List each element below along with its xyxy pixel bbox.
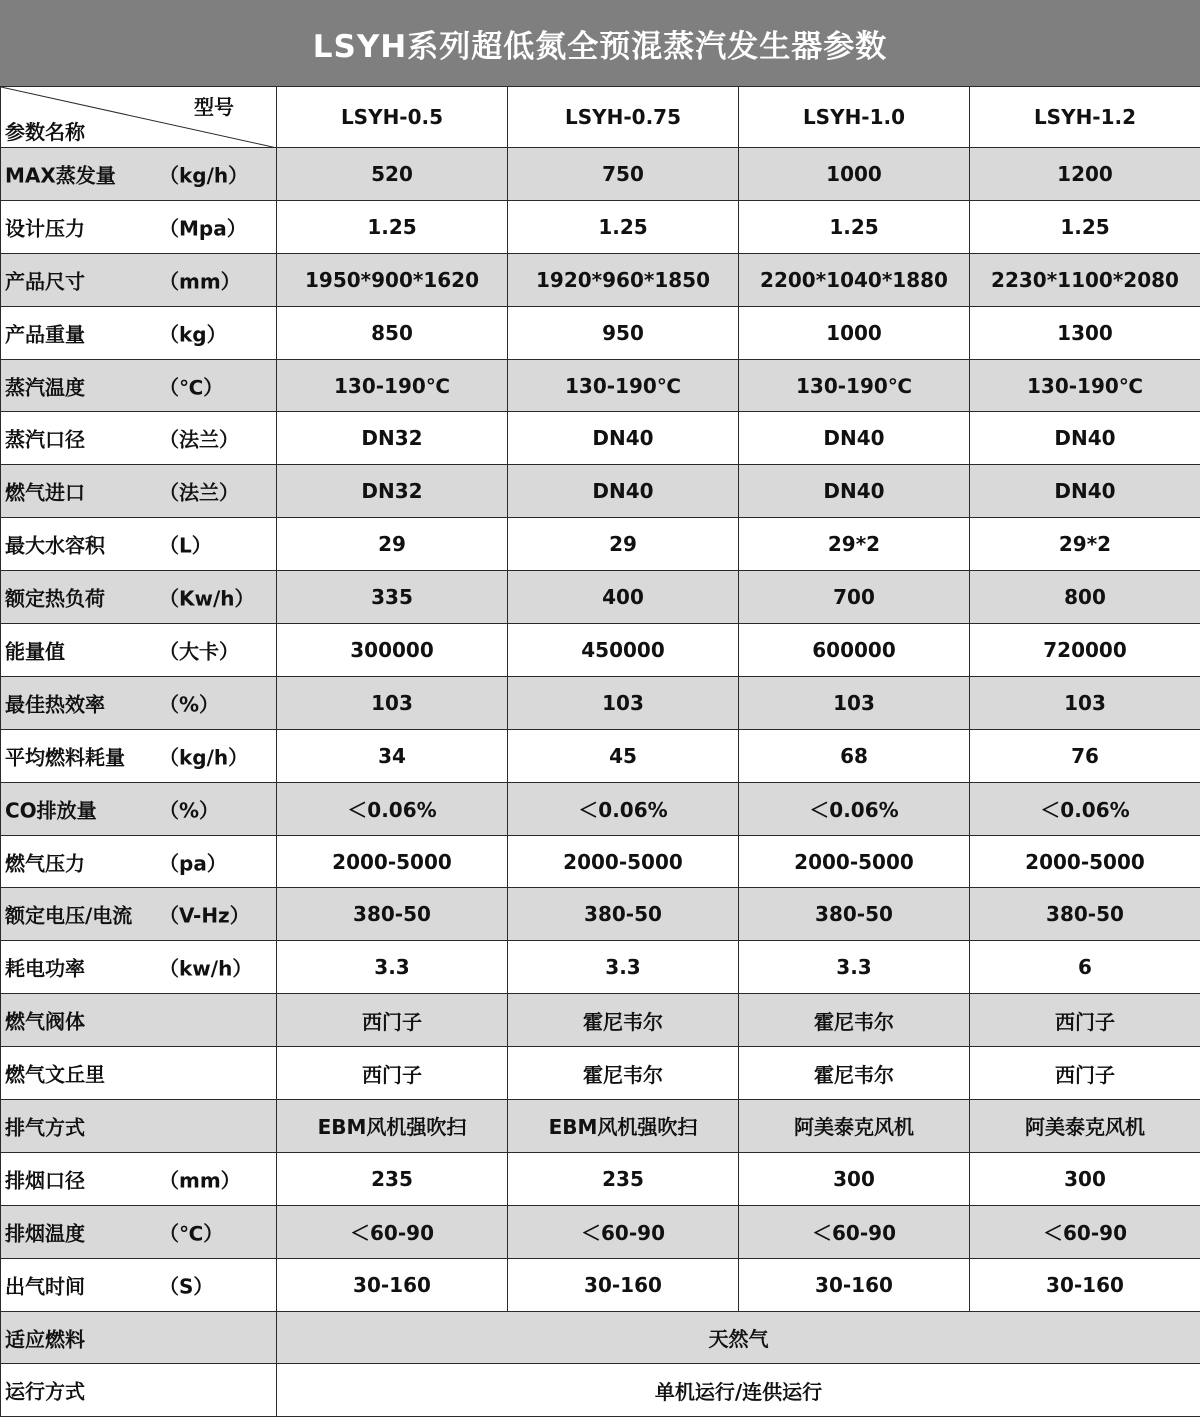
param-name: 适应燃料 [5, 1323, 85, 1352]
value-cell: 2230*1100*2080 [970, 253, 1200, 306]
value-cell: 霍尼韦尔 [508, 994, 739, 1047]
param-cell [1, 306, 277, 359]
value-cell: 950 [508, 306, 739, 359]
param-name: 产品重量 [5, 318, 85, 347]
param-name: 燃气文丘里 [5, 1059, 105, 1088]
table-row [1, 412, 1200, 465]
value-cell: 29 [508, 518, 739, 571]
param-name: 平均燃料耗量 [5, 741, 125, 770]
value-cell: 103 [508, 676, 739, 729]
param-cell [1, 1364, 277, 1417]
param-cell [1, 1152, 277, 1205]
param-name: 排烟口径 [5, 1164, 85, 1193]
param-name: CO排放量 [5, 794, 97, 823]
value-cell: 103 [739, 676, 970, 729]
table-row [1, 253, 1200, 306]
value-cell: 霍尼韦尔 [739, 994, 970, 1047]
value-cell: DN32 [277, 412, 508, 465]
value-cell: EBM风机强吹扫 [508, 1100, 739, 1153]
table-row [1, 1100, 1200, 1153]
value-cell: 300 [739, 1152, 970, 1205]
param-unit: （大卡） [159, 635, 239, 664]
value-cell: 380-50 [739, 888, 970, 941]
value-cell: 1920*960*1850 [508, 253, 739, 306]
table-row [1, 465, 1200, 518]
param-cell [1, 729, 277, 782]
param-unit: （mm） [159, 1164, 241, 1193]
value-cell: 2000-5000 [739, 835, 970, 888]
table-row [1, 941, 1200, 994]
value-cell: 3.3 [508, 941, 739, 994]
value-cell: DN40 [739, 465, 970, 518]
param-name: 燃气进口 [5, 477, 85, 506]
param-cell [1, 835, 277, 888]
table-row [1, 306, 1200, 359]
param-unit: （kg） [159, 318, 227, 347]
param-unit: （kg/h） [159, 159, 248, 188]
value-cell: ＜0.06% [277, 782, 508, 835]
param-cell [1, 200, 277, 253]
value-cell: 30-160 [508, 1258, 739, 1311]
param-unit: （Kw/h） [159, 583, 255, 612]
value-cell: ＜60-90 [970, 1205, 1200, 1258]
param-cell [1, 941, 277, 994]
value-cell: 2000-5000 [277, 835, 508, 888]
table-row [1, 148, 1200, 201]
value-cell: 335 [277, 571, 508, 624]
value-cell: 103 [970, 676, 1200, 729]
table-row [1, 1152, 1200, 1205]
value-cell: 29 [277, 518, 508, 571]
param-name: 额定热负荷 [5, 583, 105, 612]
param-cell [1, 782, 277, 835]
table-row [1, 676, 1200, 729]
param-name: 耗电功率 [5, 953, 85, 982]
value-cell: DN40 [739, 412, 970, 465]
table-row [1, 1311, 1200, 1364]
param-cell [1, 465, 277, 518]
value-cell: 800 [970, 571, 1200, 624]
value-cell: 1950*900*1620 [277, 253, 508, 306]
value-cell: 1000 [739, 306, 970, 359]
param-cell [1, 1311, 277, 1364]
param-name: 额定电压/电流 [5, 900, 132, 929]
value-cell: 29*2 [970, 518, 1200, 571]
value-cell: ＜0.06% [739, 782, 970, 835]
param-name: 燃气阀体 [5, 1006, 85, 1035]
param-name: 最大水容积 [5, 530, 105, 559]
corner-header-cell [1, 87, 277, 148]
param-unit: （%） [159, 794, 219, 823]
value-cell: 103 [277, 676, 508, 729]
value-cell: DN40 [970, 412, 1200, 465]
value-cell: 1.25 [508, 200, 739, 253]
value-cell: 1.25 [739, 200, 970, 253]
param-unit: （L） [159, 530, 212, 559]
value-cell: 750 [508, 148, 739, 201]
merged-value-cell: 天然气 [277, 1311, 1200, 1364]
value-cell: 300000 [277, 624, 508, 677]
table-row [1, 835, 1200, 888]
param-unit: （kg/h） [159, 741, 248, 770]
value-cell: 29*2 [739, 518, 970, 571]
value-cell: 235 [277, 1152, 508, 1205]
param-cell [1, 1100, 277, 1153]
value-cell: 1.25 [970, 200, 1200, 253]
param-cell [1, 148, 277, 201]
table-row [1, 888, 1200, 941]
value-cell: 400 [508, 571, 739, 624]
value-cell: 2000-5000 [970, 835, 1200, 888]
param-unit: （℃） [159, 1217, 223, 1246]
value-cell: DN32 [277, 465, 508, 518]
value-cell: 130-190℃ [739, 359, 970, 412]
value-cell: 380-50 [970, 888, 1200, 941]
value-cell: DN40 [508, 465, 739, 518]
value-cell: 45 [508, 729, 739, 782]
table-row [1, 1047, 1200, 1100]
value-cell: 720000 [970, 624, 1200, 677]
value-cell: 霍尼韦尔 [508, 1047, 739, 1100]
param-unit: （℃） [159, 371, 223, 400]
param-name: 蒸汽温度 [5, 371, 85, 400]
value-cell: ＜60-90 [277, 1205, 508, 1258]
value-cell: 2000-5000 [508, 835, 739, 888]
model-header-cell: LSYH-1.2 [970, 87, 1200, 148]
param-unit: （S） [159, 1270, 213, 1299]
value-cell: 600000 [739, 624, 970, 677]
param-name: 能量值 [5, 635, 65, 664]
param-unit: （kw/h） [159, 953, 252, 982]
table-title [0, 0, 1200, 86]
param-name: 出气时间 [5, 1270, 85, 1299]
corner-param-label: 参数名称 [5, 116, 85, 145]
value-cell: 1000 [739, 148, 970, 201]
table-row [1, 518, 1200, 571]
value-cell: 34 [277, 729, 508, 782]
value-cell: ＜0.06% [508, 782, 739, 835]
value-cell: 520 [277, 148, 508, 201]
merged-value-cell: 单机运行/连供运行 [277, 1364, 1200, 1417]
table-row [1, 1205, 1200, 1258]
value-cell: EBM风机强吹扫 [277, 1100, 508, 1153]
param-unit: （mm） [159, 265, 241, 294]
table-title-text: LSYH系列超低氮全预混蒸汽发生器参数 [313, 21, 887, 66]
param-cell [1, 253, 277, 306]
value-cell: 850 [277, 306, 508, 359]
table-row [1, 994, 1200, 1047]
value-cell: 6 [970, 941, 1200, 994]
param-name: 运行方式 [5, 1376, 85, 1405]
param-name: MAX蒸发量 [5, 159, 116, 188]
table-row [1, 359, 1200, 412]
value-cell: 235 [508, 1152, 739, 1205]
param-cell [1, 676, 277, 729]
value-cell: DN40 [970, 465, 1200, 518]
param-unit: （法兰） [159, 424, 239, 453]
value-cell: 130-190℃ [970, 359, 1200, 412]
value-cell: 西门子 [970, 994, 1200, 1047]
value-cell: 380-50 [508, 888, 739, 941]
param-name: 蒸汽口径 [5, 424, 85, 453]
value-cell: 3.3 [739, 941, 970, 994]
value-cell: 700 [739, 571, 970, 624]
value-cell: 300 [970, 1152, 1200, 1205]
header-row [1, 87, 1200, 148]
value-cell: 西门子 [277, 994, 508, 1047]
param-unit: （%） [159, 688, 219, 717]
param-name: 排气方式 [5, 1111, 85, 1140]
value-cell: 阿美泰克风机 [739, 1100, 970, 1153]
table-row [1, 782, 1200, 835]
param-name: 最佳热效率 [5, 688, 105, 717]
param-cell [1, 888, 277, 941]
value-cell: 30-160 [970, 1258, 1200, 1311]
spec-table-body [1, 87, 1200, 1417]
value-cell: DN40 [508, 412, 739, 465]
model-header-cell: LSYH-0.5 [277, 87, 508, 148]
param-name: 燃气压力 [5, 847, 85, 876]
value-cell: 1300 [970, 306, 1200, 359]
param-cell [1, 518, 277, 571]
param-cell [1, 1205, 277, 1258]
model-header-cell: LSYH-1.0 [739, 87, 970, 148]
value-cell: 2200*1040*1880 [739, 253, 970, 306]
param-unit: （法兰） [159, 477, 239, 506]
param-unit: （pa） [159, 847, 227, 876]
param-cell [1, 1047, 277, 1100]
value-cell: ＜60-90 [739, 1205, 970, 1258]
spec-table [0, 86, 1200, 1417]
value-cell: 130-190℃ [277, 359, 508, 412]
value-cell: 3.3 [277, 941, 508, 994]
table-row [1, 624, 1200, 677]
value-cell: 阿美泰克风机 [970, 1100, 1200, 1153]
value-cell: 130-190℃ [508, 359, 739, 412]
table-row [1, 571, 1200, 624]
value-cell: 西门子 [970, 1047, 1200, 1100]
value-cell: 450000 [508, 624, 739, 677]
table-row [1, 729, 1200, 782]
corner-model-label: 型号 [194, 91, 234, 120]
table-row [1, 1364, 1200, 1417]
model-header-cell: LSYH-0.75 [508, 87, 739, 148]
value-cell: 30-160 [277, 1258, 508, 1311]
param-cell [1, 412, 277, 465]
value-cell: ＜60-90 [508, 1205, 739, 1258]
param-name: 排烟温度 [5, 1217, 85, 1246]
param-name: 设计压力 [5, 212, 85, 241]
value-cell: 西门子 [277, 1047, 508, 1100]
value-cell: 68 [739, 729, 970, 782]
param-cell [1, 994, 277, 1047]
param-cell [1, 624, 277, 677]
value-cell: 1200 [970, 148, 1200, 201]
value-cell: ＜0.06% [970, 782, 1200, 835]
param-unit: （Mpa） [159, 212, 247, 241]
value-cell: 380-50 [277, 888, 508, 941]
table-row [1, 200, 1200, 253]
value-cell: 霍尼韦尔 [739, 1047, 970, 1100]
param-name: 产品尺寸 [5, 265, 85, 294]
value-cell: 30-160 [739, 1258, 970, 1311]
param-cell [1, 1258, 277, 1311]
param-cell [1, 571, 277, 624]
value-cell: 76 [970, 729, 1200, 782]
param-unit: （V-Hz） [159, 900, 250, 929]
value-cell: 1.25 [277, 200, 508, 253]
param-cell [1, 359, 277, 412]
table-row [1, 1258, 1200, 1311]
